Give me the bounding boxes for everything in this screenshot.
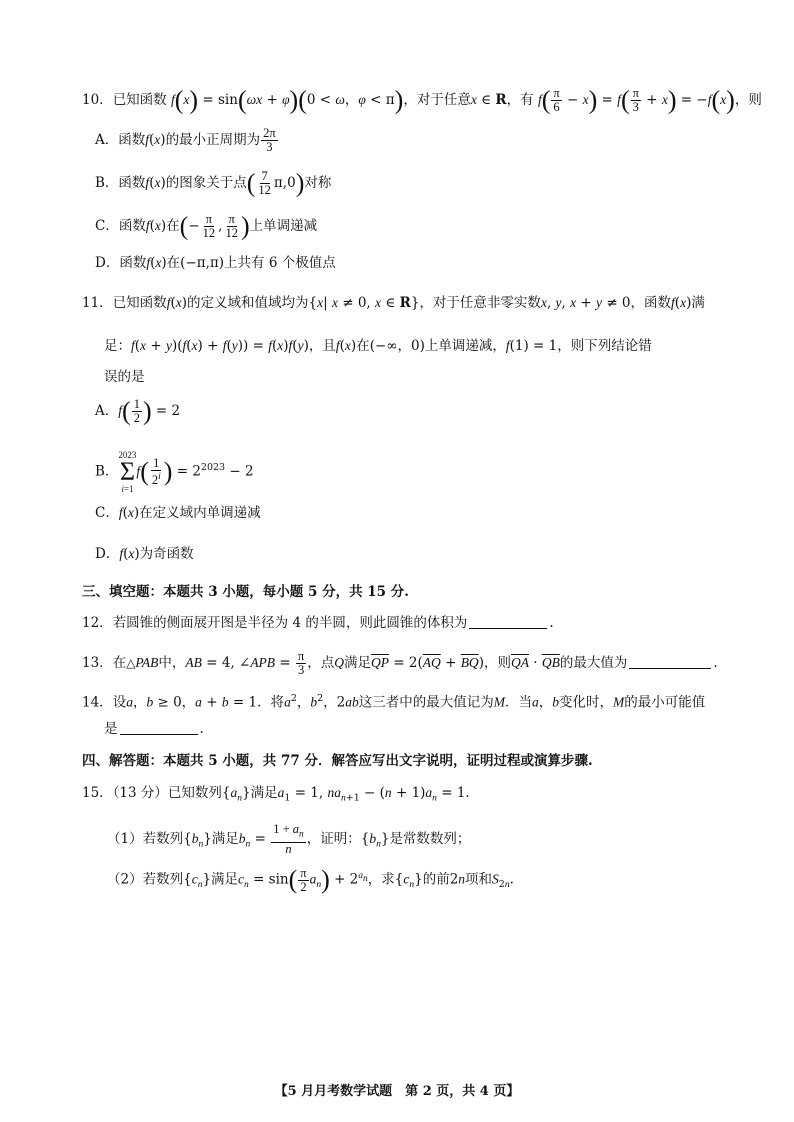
q10-option-b: B．函数f(x)的图象关于点( $\frac{7}{12}$ π,0)对称 <box>95 168 332 198</box>
q11-stem-line2: 足：f(x + y)(f(x) + f(y)) = f(x)f(y)，且f(x)在(−∞，0)上单调递减，f(1) = 1，则下列结论错 <box>104 338 652 354</box>
q11-stem-line3: 误的是 <box>104 369 145 385</box>
q14-line1: 14．设a，b ≥ 0，a + b = 1．将$a^2$，$b^2$，2ab这三者中的最大值记为M．当a，b变化时，M的最小可能值 <box>82 693 706 711</box>
q15-part1: （1）若数列$\{b_n\}$满足$b_n$ = $\frac{1 + a_n}{n}$ ，证明：$\{b_n\}$是常数数列； <box>107 822 471 856</box>
q11-option-d: D．f(x)为奇函数 <box>95 546 194 562</box>
q10-option-d: D．函数f(x)在(−π,π)上共有 6 个极值点 <box>95 255 336 271</box>
q10-stem: 10．已知函数 f(x) = sin(ωx + φ)(0 < ω，φ < π)，对于任意x ∈ R，有 f( $\frac{\pi}{6}$ − x) = f( $\frac{\pi}{3}$ + x) = −f(x)，则 <box>82 85 762 115</box>
q12-answer-blank[interactable] <box>469 614 547 629</box>
q11-option-b: B． 2023 Σ i=1 f( $\frac{1}{2^i}$ ) = $2^{2023} - 2$ <box>95 450 254 494</box>
q10-option-a: A．函数f(x)的最小正周期为 $\frac{2\pi}{3}$ <box>95 126 276 154</box>
q12: 12．若圆锥的侧面展开图是半径为 4 的半圆，则此圆锥的体积为 . <box>82 615 554 631</box>
q15-part2: （2）若数列$\{c_n\}$满足$c_n = \sin$( $\frac{\pi}{2}$ $a_n) + 2^{a_n}$，求$\{c_n\}$的前2n项和$S_{2n}$. <box>107 865 514 894</box>
q14-line2: 是 . <box>104 721 204 737</box>
q10-option-c: C．函数f(x)在(− $\frac{\pi}{12}$ , $\frac{\pi}{12}$ )上单调递减 <box>95 211 318 241</box>
q13: 13．在△PAB中，AB = 4, ∠APB = $\frac{\pi}{3}$ ，点Q满足$\overline{QP} = 2(\overline{AQ} + \overline{BQ})$，则$\overline{QA} \cdot \overline{QB}$的最大值为 . <box>82 649 718 677</box>
q11-option-a: A．f( $\frac{1}{2}$ ) = 2 <box>95 396 181 426</box>
section-4-title: 四、解答题：本题共 5 小题，共 77 分．解答应写出文字说明，证明过程或演算步骤. <box>82 753 593 769</box>
q11-option-c: C．f(x)在定义域内单调递减 <box>95 505 261 521</box>
q15-stem: 15．（13 分）已知数列$\{a_n\}$满足$a_1 = 1$, $na_{n+1} - (n + 1)a_n = 1$． <box>82 785 479 804</box>
page-footer: 【5 月月考数学试题 第 2 页，共 4 页】 <box>274 1084 520 1099</box>
q11-stem-line1: 11．已知函数f(x)的定义域和值域均为{x| x ≠ 0, x ∈ R}，对于任意非零实数x, y, x + y ≠ 0，函数f(x)满 <box>82 295 705 311</box>
section-3-title: 三、填空题：本题共 3 小题，每小题 5 分，共 15 分. <box>82 584 409 600</box>
q14-answer-blank[interactable] <box>120 720 198 735</box>
q13-answer-blank[interactable] <box>629 654 711 669</box>
